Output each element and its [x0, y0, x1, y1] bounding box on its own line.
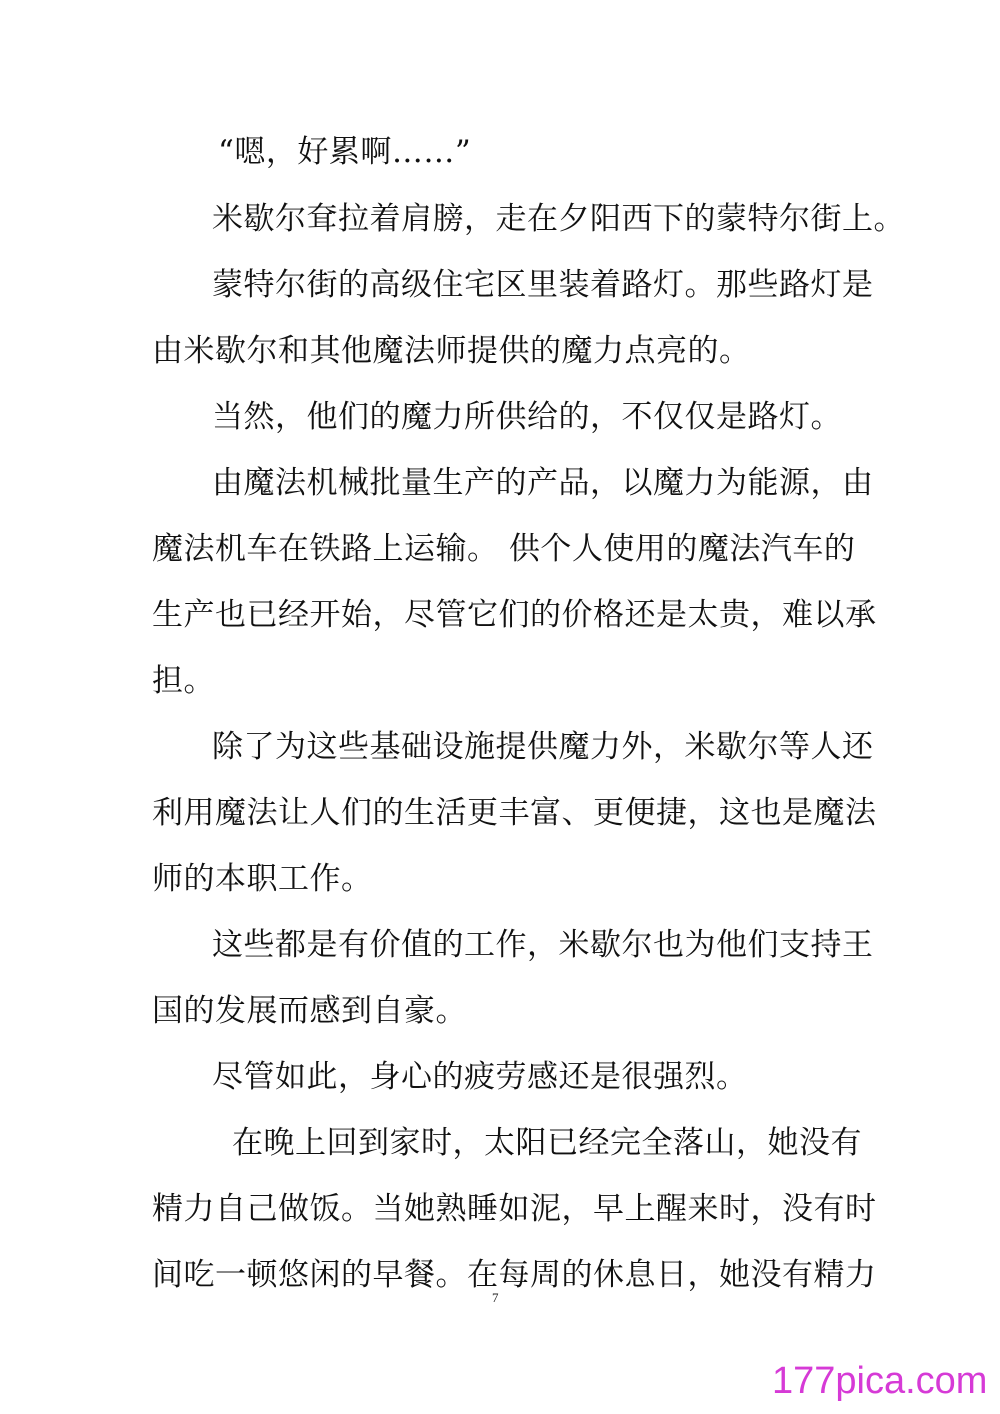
text-line-17: 精力自己做饭。当她熟睡如泥，早上醒来时，没有时 [152, 1191, 877, 1227]
text-line-11: 利用魔法让人们的生活更丰富、更便捷，这也是魔法 [152, 795, 877, 831]
text-line-12: 师的本职工作。 [152, 861, 373, 897]
text-line-13: 这些都是有价值的工作，米歇尔也为他们支持王 [212, 927, 874, 963]
text-line-10: 除了为这些基础设施提供魔力外，米歇尔等人还 [212, 729, 874, 765]
text-line-4: 由米歇尔和其他魔法师提供的魔力点亮的。 [152, 333, 751, 369]
text-line-14: 国的发展而感到自豪。 [152, 993, 467, 1029]
text-line-16: 在晚上回到家时，太阳已经完全落山，她没有 [232, 1125, 862, 1161]
text-line-7: 魔法机车在铁路上运输。 供个人使用的魔法汽车的 [152, 531, 856, 567]
text-line-9: 担。 [152, 663, 215, 699]
text-line-18: 间吃一顿悠闲的早餐。在每周的休息日，她没有精力 [152, 1257, 877, 1293]
site-watermark: 177pica.com [772, 1360, 988, 1402]
text-line-5: 当然，他们的魔力所供给的，不仅仅是路灯。 [212, 399, 842, 435]
page-number: 7 [492, 1290, 499, 1305]
text-line-2: 米歇尔耷拉着肩膀，走在夕阳西下的蒙特尔街上。 [212, 201, 905, 237]
text-line-15: 尽管如此，身心的疲劳感还是很强烈。 [212, 1059, 748, 1095]
text-line-8: 生产也已经开始，尽管它们的价格还是太贵，难以承 [152, 597, 877, 633]
text-line-6: 由魔法机械批量生产的产品，以魔力为能源，由 [212, 465, 874, 501]
text-line-1: “嗯，好累啊……” [218, 134, 472, 170]
text-line-3: 蒙特尔街的高级住宅区里装着路灯。那些路灯是 [212, 267, 874, 303]
